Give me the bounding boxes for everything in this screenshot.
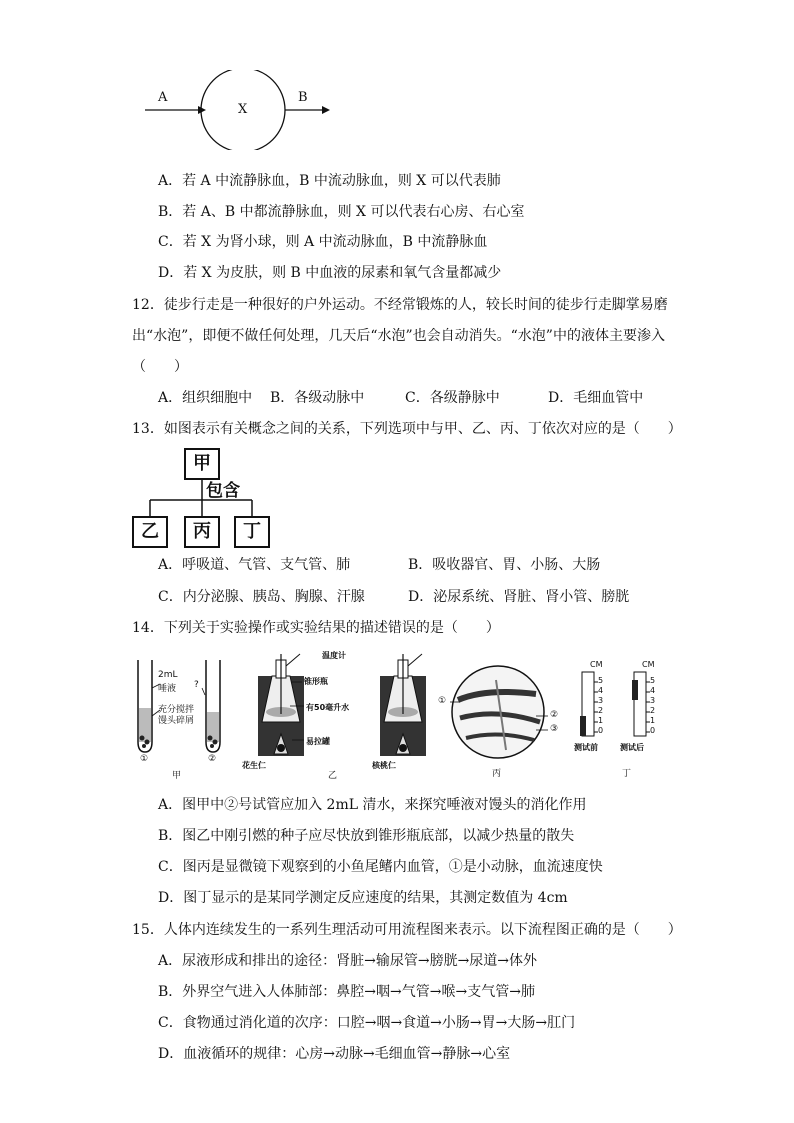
yi-label-walnut: 核桃仁: [372, 761, 396, 770]
yi-label-peanut: 花生仁: [242, 761, 266, 770]
yi-label-flask: 锥形瓶: [304, 677, 328, 686]
jia-label-saliva: 唾液: [158, 684, 177, 694]
figure-yi: [242, 648, 442, 780]
box-ding: 丁: [234, 516, 270, 548]
jia-caption: 甲: [172, 771, 182, 781]
ding-ticks-before: 5 4 3 2 1 0: [598, 676, 604, 735]
q12-option-b: B．各级动脉中: [270, 390, 365, 406]
q15-option-c: C．食物通过消化道的次序：口腔→咽→食道→小肠→胃→大肠→肛门: [158, 1015, 576, 1031]
q12-stem-line3: （ ）: [132, 359, 188, 375]
yi-label-can: 易拉罐: [306, 737, 330, 746]
label-x: X: [238, 102, 248, 117]
jia-label-1: ①: [140, 754, 149, 764]
bing-label-3: ③: [550, 724, 559, 734]
contains-label: 包含: [206, 481, 240, 501]
jia-label-2ml: 2mL: [158, 670, 178, 680]
jia-label-stir: 充分搅拌: [158, 705, 195, 715]
q14-option-d: D．图丁显示的是某同学测定反应速度的结果，其测定数值为 4cm: [158, 890, 568, 906]
bing-caption: 丙: [492, 769, 502, 779]
box-bing: 丙: [184, 516, 220, 548]
figure-ding: [570, 656, 690, 780]
label-a: A: [158, 90, 168, 105]
q14-stem: 14．下列关于实验操作或实验结果的描述错误的是（ ）: [132, 620, 500, 636]
q15-stem: 15．人体内连续发生的一系列生理活动可用流程图来表示。以下流程图正确的是（ ）: [132, 922, 682, 938]
q15-option-b: B．外界空气进入人体肺部：鼻腔→咽→气管→喉→支气管→肺: [158, 984, 535, 1000]
q13-stem: 13．如图表示有关概念之间的关系，下列选项中与甲、乙、丙、丁依次对应的是（ ）: [132, 421, 682, 437]
q12-option-d: D．毛细血管中: [548, 390, 644, 406]
q12-stem-line1: 12．徒步行走是一种很好的户外运动。不经常锻炼的人，较长时间的徒步行走脚掌易磨: [132, 297, 668, 313]
q15-option-d: D．血液循环的规律：心房→动脉→毛细血管→静脉→心室: [158, 1046, 511, 1062]
q11-diagram: [140, 70, 340, 150]
ding-unit-before: CM: [590, 660, 603, 669]
calorimeter-drawing: [242, 648, 442, 780]
bing-label-2: ②: [550, 710, 559, 720]
jia-label-crumbs: 馒头碎屑: [158, 716, 195, 726]
q12-stem-line2: 出“水泡”，即便不做任何处理，几天后“水泡”也会自动消失。“水泡”中的液体主要渗入: [132, 328, 665, 344]
box-jia: 甲: [184, 448, 220, 480]
q13-option-d: D．泌尿系统、肾脏、肾小管、膀胱: [408, 589, 630, 605]
q11-option-c: C．若 X 为肾小球，则 A 中流动脉血，B 中流静脉血: [158, 234, 488, 250]
q15-option-a: A．尿液形成和排出的途径：肾脏→输尿管→膀胱→尿道→体外: [158, 953, 538, 969]
box-yi: 乙: [132, 516, 168, 548]
q12-option-c: C．各级静脉中: [405, 390, 500, 406]
yi-label-thermometer: 温度计: [322, 651, 346, 660]
q13-option-c: C．内分泌腺、胰岛、胸腺、汗腺: [158, 589, 365, 605]
ruler-drawing: [570, 656, 690, 756]
jia-label-question: ?: [194, 680, 199, 690]
ding-ticks-after: 5 4 3 2 1 0: [650, 676, 656, 735]
q11-option-d: D．若 X 为皮肤，则 B 中血液的尿素和氧气含量都减少: [158, 265, 502, 281]
figure-bing: [436, 660, 576, 780]
q14-option-a: A．图甲中②号试管应加入 2mL 清水，来探究唾液对馒头的消化作用: [158, 797, 587, 813]
ding-caption: 丁: [622, 769, 632, 779]
figure-jia: [130, 650, 240, 780]
q14-option-b: B．图乙中刚引燃的种子应尽快放到锥形瓶底部，以减少热量的散失: [158, 828, 575, 844]
ding-unit-after: CM: [642, 660, 655, 669]
label-b: B: [298, 90, 308, 105]
yi-label-water: 有50毫升水: [306, 703, 350, 712]
q13-concept-diagram: [130, 448, 280, 548]
yi-caption: 乙: [328, 771, 338, 781]
q13-option-b: B．吸收器官、胃、小肠、大肠: [408, 557, 601, 573]
q13-option-a: A．呼吸道、气管、支气管、肺: [158, 557, 351, 573]
q11-option-a: A．若 A 中流静脉血，B 中流动脉血，则 X 可以代表肺: [158, 173, 501, 189]
ding-label-before: 测试前: [574, 743, 598, 752]
jia-label-2: ②: [208, 754, 217, 764]
q12-option-a: A．组织细胞中: [158, 390, 253, 406]
q11-option-b: B．若 A、B 中都流静脉血，则 X 可以代表右心房、右心室: [158, 204, 525, 220]
q14-option-c: C．图丙是显微镜下观察到的小鱼尾鳍内血管，①是小动脉，血流速度快: [158, 859, 603, 875]
ding-label-after: 测试后: [620, 743, 644, 752]
bing-label-1: ①: [438, 696, 447, 706]
